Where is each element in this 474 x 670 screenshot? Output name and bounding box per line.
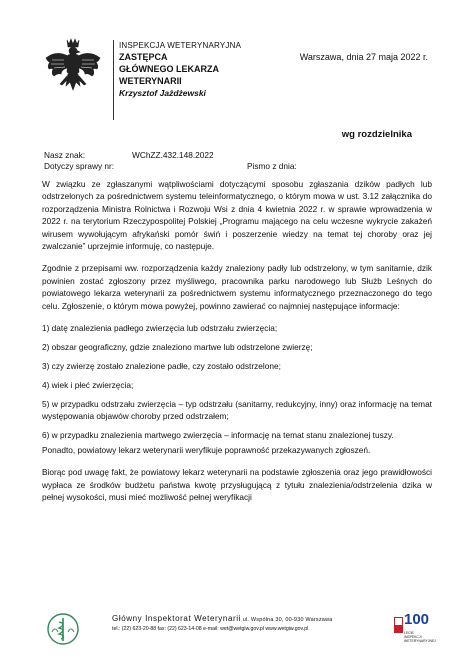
paragraph-1: W związku ze zgłaszanymi wątpliwościami dotyczącymi sposobu zgłaszania dzików padłych lub odstrzelonych za pośrednictwem systemu teleinformatycznego, o którym mowa w ust. 3.12 załącznika do rozporządzenia Ministra Rolnictwa i Rozwoju Wsi z dnia 4 kwietnia 2022 r. w sprawie wprowadzenia w 2022 r. na terytorium Rzeczypospolitej Polskiej „Programu mającego na celu wczesne wykrycie zakażeń wirusem wywołującym afrykański pomór świń i poszerzenie wiedzy na temat tej choroby oraz jej zwalczanie” uprzejmie informuję, co następuje. <box>42 179 432 252</box>
footer <box>0 608 474 648</box>
flag-icon <box>394 617 403 633</box>
centenary-caption: LECIE INSPEKCJI WETERYNARYJNEJ <box>404 631 436 643</box>
institution-name: INSPEKCJA WETERYNARYJNA <box>119 41 242 50</box>
footer-address: ul. Wspólna 30, 00-930 Warszawa <box>241 617 333 623</box>
paragraph-4: Biorąc pod uwagę fakt, że powiatowy lekarz weterynarii na podstawie zgłoszenia oraz jego prawidłowości wypłaca ze środków budżetu państwa kwotę przysługującą z tytułu znalezienia/odstrzelenia dzika w pełnej wysokości, musi mieć możliwość pełnej weryfikacji <box>42 467 432 503</box>
centenary-badge <box>394 611 436 647</box>
footer-contact <box>112 614 372 632</box>
case-number-label: Dotyczy sprawy nr: <box>44 160 115 171</box>
paragraph-3: Ponadto, powiatowy lekarz weterynarii weryfikuje poprawność przekazywanych zgłoszeń. <box>42 444 371 455</box>
paragraph-2: Zgodnie z przepisami ww. rozporządzenia każdy znaleziony padły lub odstrzelony, w tym sanitarnie, dzik powinien zostać zgłoszony przez myśliwego, pracownika parku narodowego lub Służb Leśnych do powiatowego lekarza weterynarii za pośrednictwem systemu informatycznego przeznaczonego do tego celu. Zgłoszenie, o którym mowa powyżej, powinno zawierać co najmniej następujące informacje: <box>42 263 432 311</box>
polish-eagle-emblem <box>42 36 104 104</box>
recipient: wg rozdzielnika <box>341 129 412 140</box>
list-item: 5) w przypadku odstrzału zwierzęcia – typ odstrzału (sanitarny, redukcyjny, inny) oraz informację na temat występowania objawów choroby przed odstrzałem; <box>42 399 432 422</box>
letter-body <box>42 178 432 514</box>
position-line-3: WETERYNARII <box>119 76 182 86</box>
footer-contacts: tel.: (22) 623-20-88 fax: (22) 623-14-08 e-mail: wet@wetgiw.gov.pl www.wetgiw.gov.pl <box>112 626 309 632</box>
position-line-2: GŁÓWNEGO LEKARZA <box>119 64 219 74</box>
centenary-number: 100 <box>404 611 430 628</box>
letter-date-label: Pismo z dnia: <box>247 160 297 171</box>
list-item: 1) datę znalezienia padłego zwierzęcia lub odstrzału zwierzęcia; <box>42 323 278 334</box>
signatory-name: Krzysztof Jażdżewski <box>119 88 206 98</box>
position-line-1: ZASTĘPCA <box>119 52 168 62</box>
header-divider <box>113 40 114 120</box>
list-item: 6) w przypadku znalezienia martwego zwierzęcia – informację na temat stanu znalezionej tuszy. <box>42 430 394 441</box>
list-item: 4) wiek i płeć zwierzęcia; <box>42 380 134 391</box>
veterinary-inspection-logo-icon <box>46 612 80 646</box>
footer-office-name: Główny Inspektorat Weterynarii <box>112 614 242 623</box>
list-item: 3) czy zwierzę zostało znalezione padłe, czy zostało odstrzelone; <box>42 361 281 372</box>
required-info-list <box>42 322 432 442</box>
place-and-date: Warszawa, dnia 27 maja 2022 r. <box>299 52 428 62</box>
list-item: 2) obszar geograficzny, gdzie znaleziono martwe lub odstrzelone zwierzę; <box>42 342 313 353</box>
sender-block <box>119 40 289 99</box>
our-ref-value: WChZZ.432.148.2022 <box>132 150 214 160</box>
our-ref-label: Nasz znak: <box>44 150 86 160</box>
